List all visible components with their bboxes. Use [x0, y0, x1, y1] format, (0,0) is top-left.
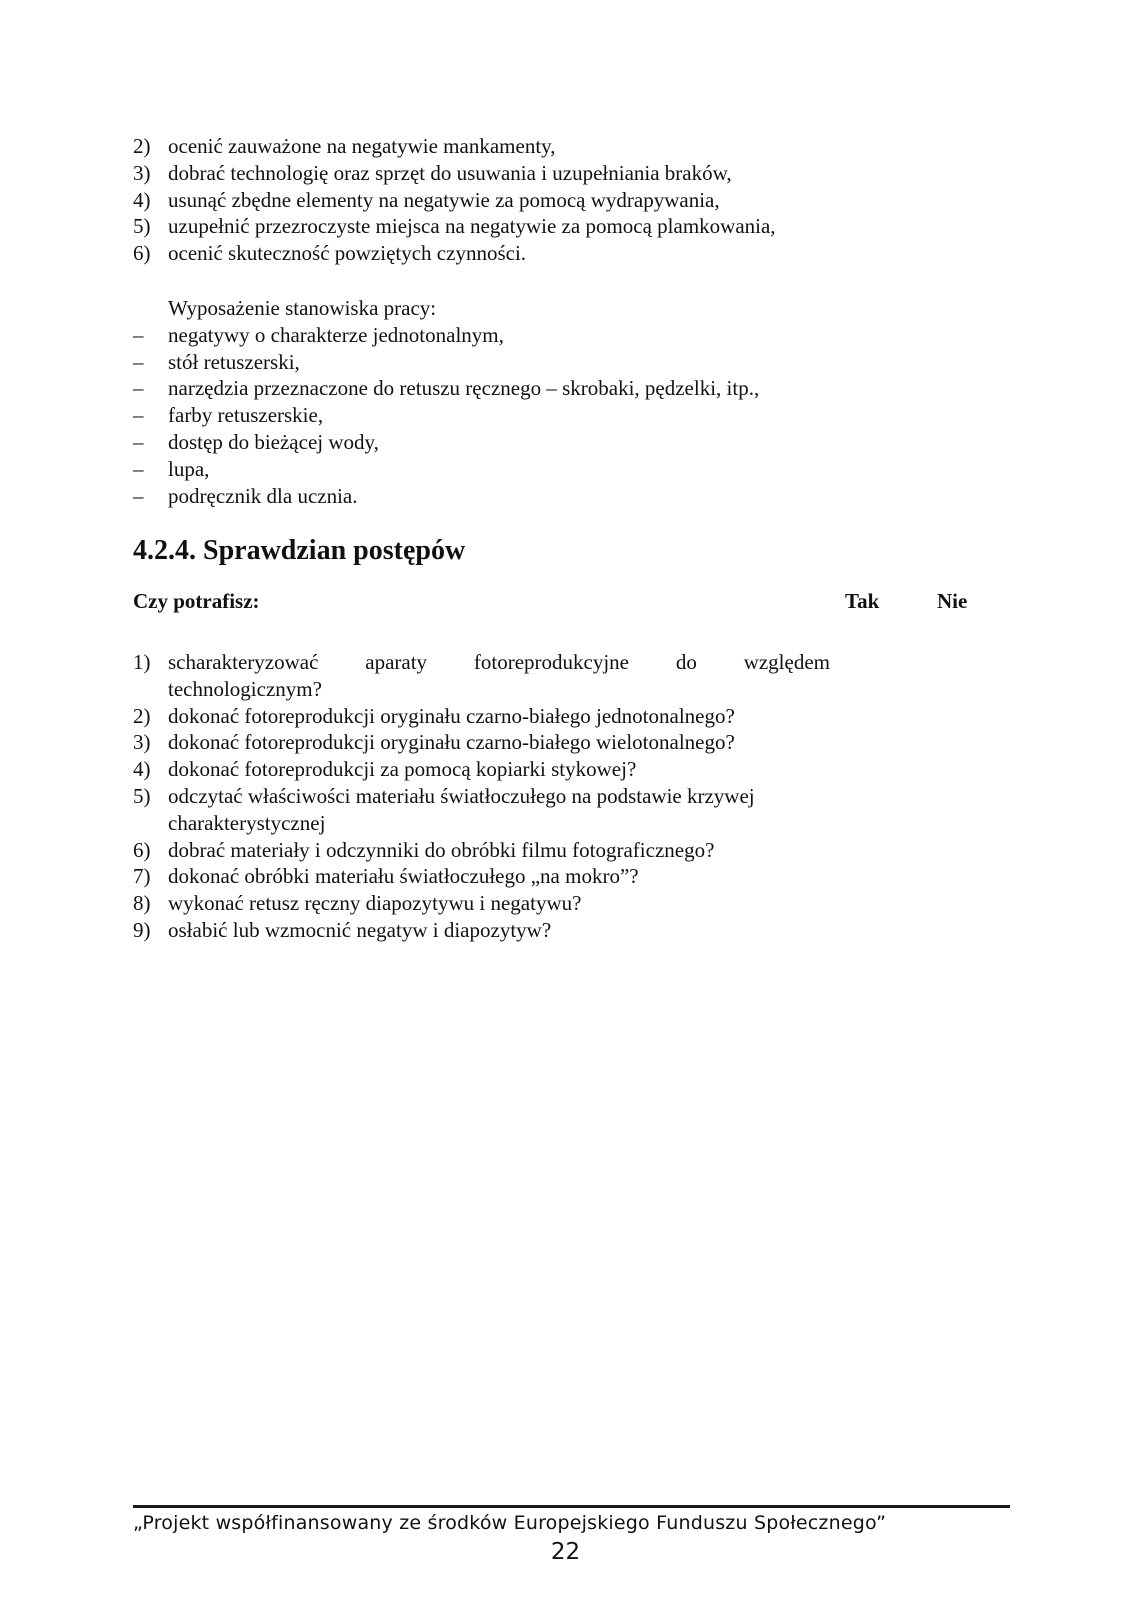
equipment-item-text: stół retuszerski,	[168, 349, 300, 374]
questions-list	[133, 649, 830, 944]
question-text-line2: technologicznym?	[168, 676, 322, 701]
equipment-item-text: dostęp do bieżącej wody,	[168, 429, 379, 454]
question-item	[133, 756, 830, 783]
list-item-number: 5)	[133, 214, 151, 239]
question-text: osłabić lub wzmocnić negatyw i diapozytyw?	[168, 917, 552, 942]
equipment-item	[133, 375, 830, 402]
question-number: 8)	[133, 891, 151, 916]
equipment-item	[133, 402, 830, 429]
list-item	[133, 133, 830, 160]
list-item	[133, 213, 830, 240]
question-text: dokonać fotoreprodukcji za pomocą kopiarki stykowej?	[168, 757, 637, 782]
question-item	[133, 837, 830, 864]
equipment-item-text: farby retuszerskie,	[168, 403, 324, 428]
list-item	[133, 240, 830, 267]
checklist-header-row	[133, 588, 1033, 615]
list-item-number: 4)	[133, 187, 151, 212]
section-heading: 4.2.4. Sprawdzian postępów	[133, 535, 466, 566]
equipment-item	[133, 322, 830, 349]
question-number: 6)	[133, 837, 151, 862]
question-text: dobrać materiały i odczynniki do obróbki filmu fotograficznego?	[168, 837, 715, 862]
tasks-list	[133, 133, 830, 267]
footer-divider	[133, 1505, 1010, 1508]
question-label: Czy potrafisz:	[133, 589, 260, 613]
equipment-item	[133, 349, 830, 376]
question-number: 4)	[133, 757, 151, 782]
dash-bullet: –	[133, 456, 144, 481]
list-item-number: 6)	[133, 241, 151, 266]
question-number: 9)	[133, 917, 151, 942]
list-item	[133, 187, 830, 214]
list-item-text: uzupełnić przezroczyste miejsca na negatywie za pomocą plamkowania,	[168, 214, 776, 239]
question-item	[133, 917, 830, 944]
question-number: 3)	[133, 730, 151, 755]
question-item	[133, 649, 830, 703]
question-number: 1)	[133, 650, 151, 674]
list-item-text: usunąć zbędne elementy na negatywie za pomocą wydrapywania,	[168, 187, 720, 212]
dash-bullet: –	[133, 403, 144, 428]
equipment-item	[133, 483, 830, 510]
question-text-line1: scharakteryzować aparaty fotoreprodukcyjne do względem	[168, 650, 830, 674]
question-text: dokonać obróbki materiału światłoczułego „na mokro”?	[168, 864, 639, 889]
question-number: 2)	[133, 703, 151, 728]
dash-bullet: –	[133, 429, 144, 454]
list-item-number: 2)	[133, 134, 151, 158]
equipment-item-text: podręcznik dla ucznia.	[168, 483, 358, 508]
equipment-intro: Wyposażenie stanowiska pracy:	[168, 296, 437, 320]
dash-bullet: –	[133, 322, 144, 347]
equipment-item-text: lupa,	[168, 456, 210, 481]
column-header-no: Nie	[937, 589, 968, 613]
question-text: wykonać retusz ręczny diapozytywu i negatywu?	[168, 891, 582, 916]
equipment-block	[133, 295, 830, 509]
list-item-text: ocenić skuteczność powziętych czynności.	[168, 241, 527, 266]
question-item	[133, 729, 830, 756]
question-text-line1: odczytać właściwości materiału światłoczułego na podstawie krzywej	[168, 783, 755, 808]
equipment-item-text: narzędzia przeznaczone do retuszu ręcznego – skrobaki, pędzelki, itp.,	[168, 376, 760, 401]
dash-bullet: –	[133, 483, 144, 508]
question-item	[133, 703, 830, 730]
equipment-item	[133, 456, 830, 483]
dash-bullet: –	[133, 349, 144, 374]
list-item-text: dobrać technologię oraz sprzęt do usuwania i uzupełniania braków,	[168, 160, 732, 185]
question-item	[133, 890, 830, 917]
question-number: 7)	[133, 864, 151, 889]
question-item	[133, 863, 830, 890]
column-header-yes: Tak	[845, 589, 880, 613]
page-number: 22	[550, 1539, 581, 1565]
dash-bullet: –	[133, 376, 144, 401]
footer-funding-note: „Projekt współfinansowany ze środków Europejskiego Funduszu Społecznego”	[133, 1512, 887, 1534]
list-item-number: 3)	[133, 160, 151, 185]
equipment-item	[133, 429, 830, 456]
question-number: 5)	[133, 783, 151, 808]
question-text: dokonać fotoreprodukcji oryginału czarno-białego wielotonalnego?	[168, 730, 735, 755]
question-item	[133, 783, 830, 837]
question-text: dokonać fotoreprodukcji oryginału czarno-białego jednotonalnego?	[168, 703, 735, 728]
list-item	[133, 160, 830, 187]
question-text-line2: charakterystycznej	[168, 810, 326, 835]
equipment-item-text: negatywy o charakterze jednotonalnym,	[168, 322, 504, 347]
list-item-text: ocenić zauważone na negatywie mankamenty,	[168, 134, 556, 158]
